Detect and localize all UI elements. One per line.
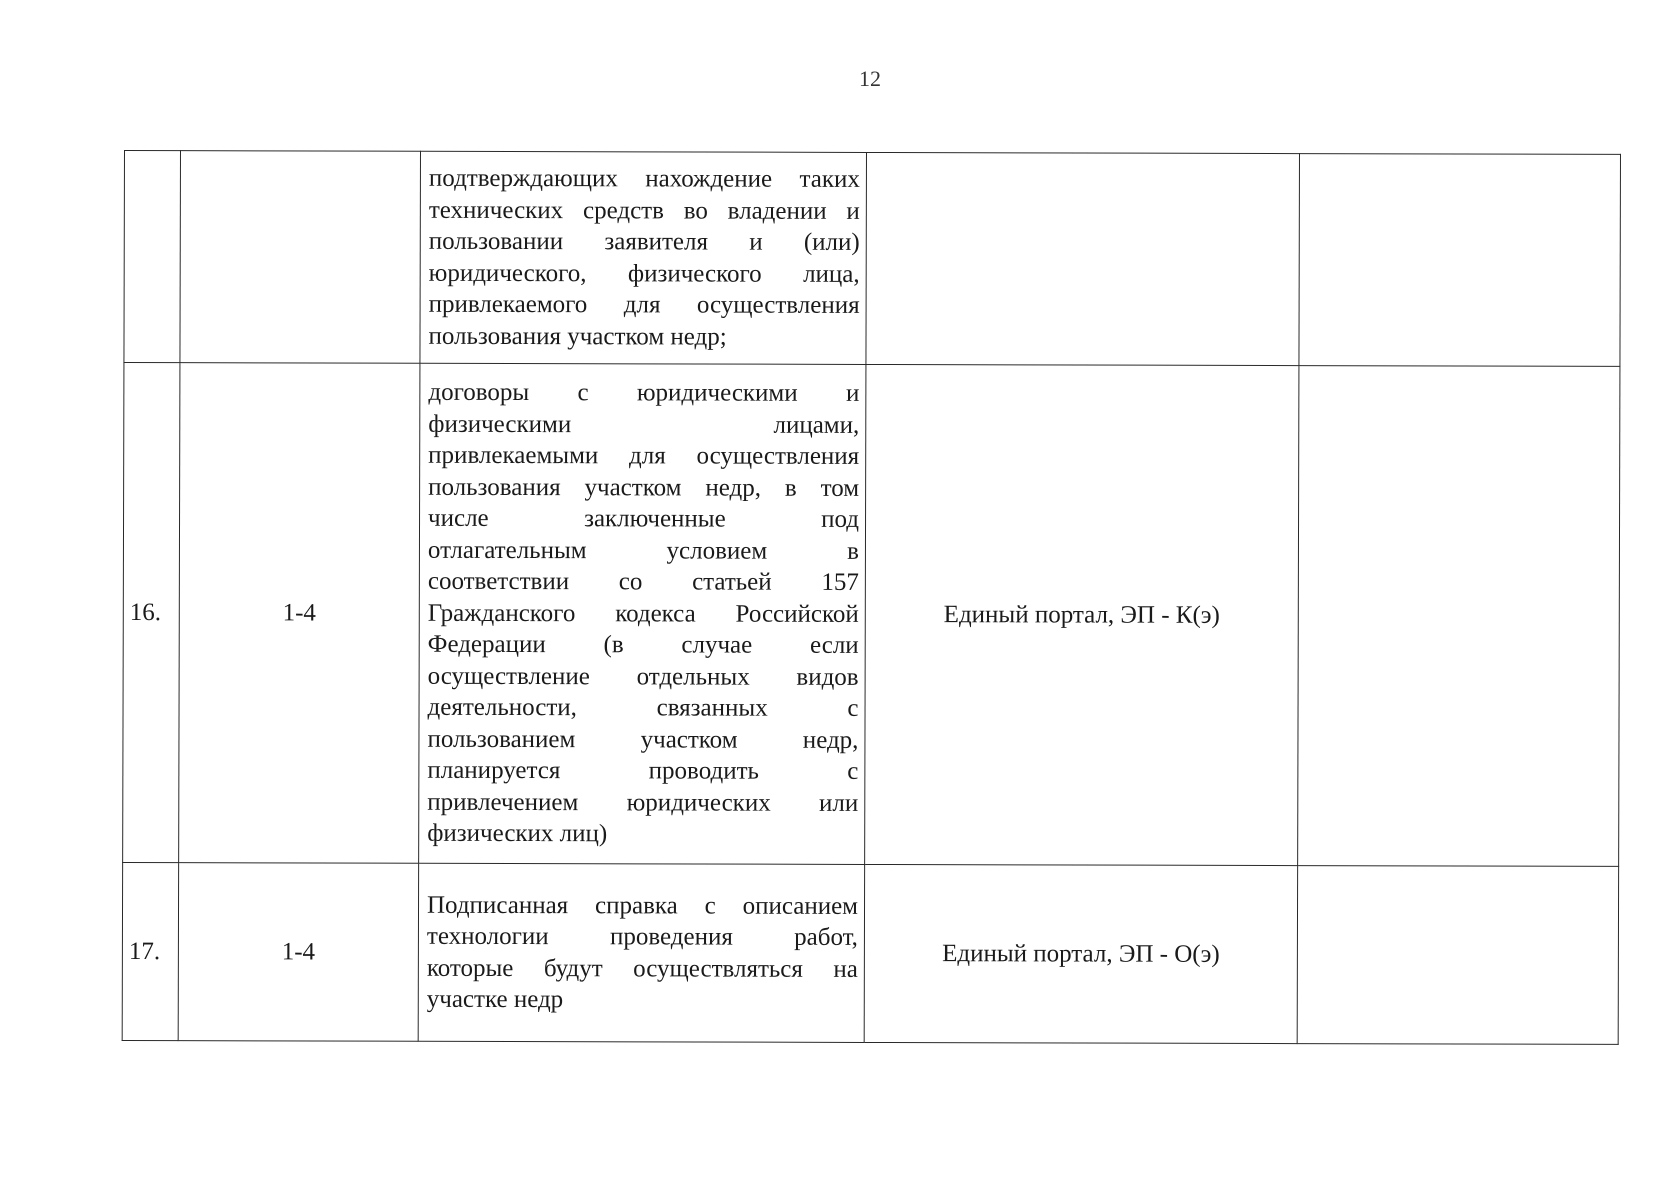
document-description-line: деятельности, связанных с [427, 694, 859, 723]
document-description-line: подтверждающих нахождение таких [428, 164, 860, 193]
document-description-cell [420, 151, 867, 364]
document-description-line: Подписанная справка с описанием [426, 891, 859, 920]
document-description-line: привлекаемыми для осуществления [428, 442, 860, 471]
row-number-cell: 16. [123, 363, 180, 863]
table-row [123, 363, 1620, 867]
document-description-line: осуществление отдельных видов [427, 662, 859, 691]
submission-method-cell [866, 152, 1300, 365]
document-description-line: договоры с юридическими и [428, 379, 860, 408]
document-description-line: планируется проводить с [427, 757, 859, 786]
document-description-line: пользования участком недр, в том [428, 473, 860, 502]
note-cell [1297, 866, 1618, 1045]
document-description-line: пользования участком недр; [428, 322, 727, 351]
submission-method-cell: Единый портал, ЭП - О(э) [864, 864, 1297, 1043]
row-number-cell [124, 151, 181, 363]
document-description-line: которые будут осуществляться на [426, 954, 858, 983]
document-description-line: пользовании заявителя и (или) [428, 227, 860, 256]
document-description-line: привлекаемого для осуществления [428, 290, 860, 319]
table-body [122, 151, 1620, 1045]
document-description-line: отлагательным условием в [427, 536, 859, 565]
document-description-line: Федерации (в случае если [427, 631, 859, 660]
document-description-line: физических лиц) [427, 820, 608, 848]
page-number: 12 [859, 66, 881, 91]
document-table [122, 150, 1621, 1045]
document-description-line: пользованием участком недр, [427, 725, 859, 754]
submission-method-cell: Единый портал, ЭП - К(э) [865, 364, 1299, 865]
document-description-line: физическими лицами, [428, 410, 860, 439]
stage-code-cell: 1-4 [179, 363, 420, 864]
table-row [122, 862, 1618, 1044]
stage-code-cell [180, 151, 421, 364]
table-row [124, 151, 1621, 367]
document-description-line: технических средств во владении и [428, 196, 860, 225]
document-description-line: соответствии со статьей 157 [427, 568, 859, 597]
stage-code-cell: 1-4 [178, 863, 418, 1042]
document-description-line: Гражданского кодекса Российской [427, 599, 859, 628]
document-description-line: привлечением юридических или [427, 788, 859, 817]
document-description-line: юридического, физического лица, [428, 259, 860, 288]
note-cell [1299, 154, 1621, 367]
row-number-cell: 17. [122, 862, 178, 1040]
document-description-cell [418, 863, 864, 1042]
note-cell [1298, 366, 1620, 867]
document-description-cell [419, 363, 866, 864]
document-description-line: технологии проведения работ, [426, 922, 858, 951]
document-description-line: числе заключенные под [428, 505, 860, 534]
document-description-line: участке недр [426, 985, 564, 1014]
